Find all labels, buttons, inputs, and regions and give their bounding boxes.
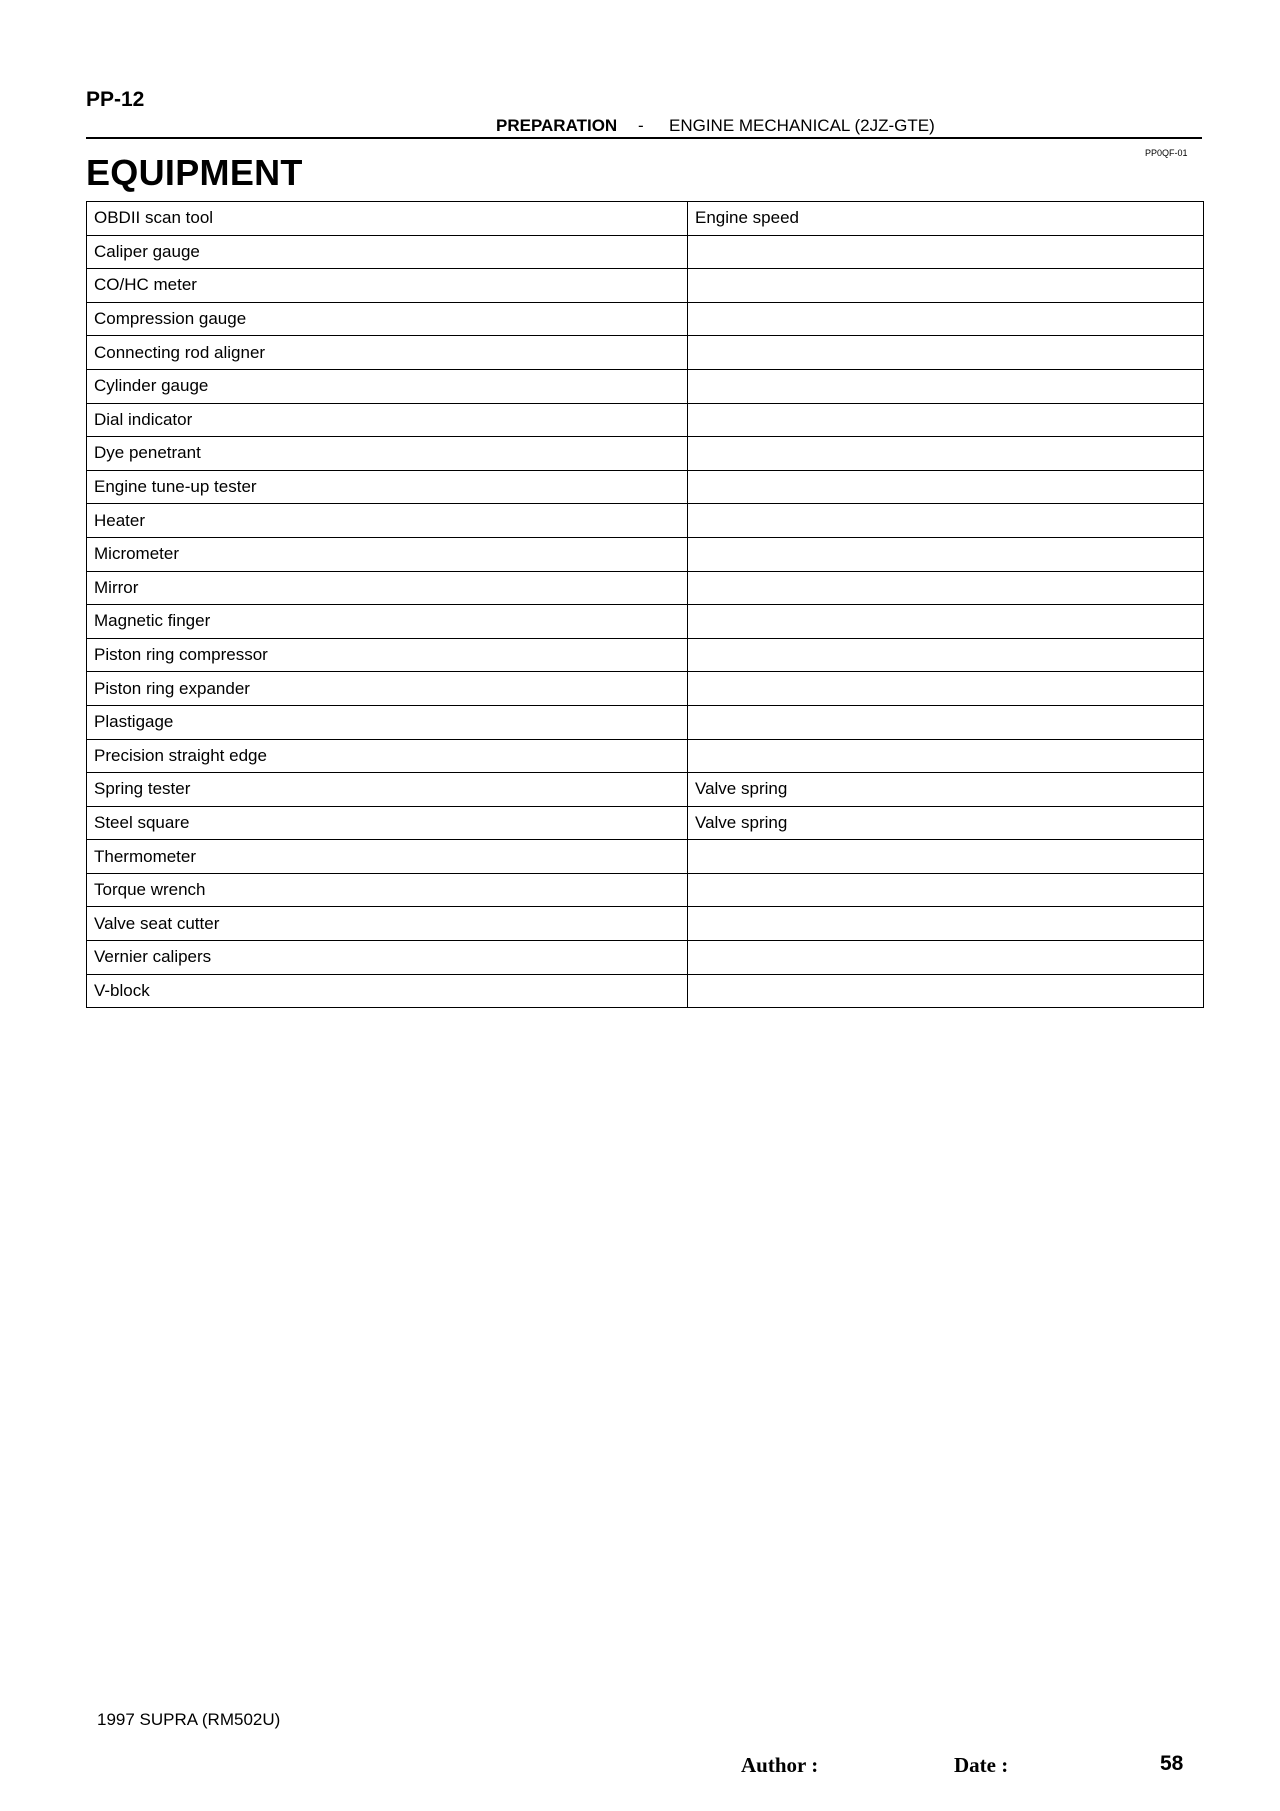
equipment-item: Mirror [87, 571, 688, 605]
page-label: PP-12 [86, 88, 145, 111]
equipment-item: Piston ring expander [87, 672, 688, 706]
equipment-item: Thermometer [87, 840, 688, 874]
table-row [87, 235, 1204, 269]
equipment-note: Valve spring [688, 806, 1204, 840]
table-row [87, 672, 1204, 706]
equipment-item: Spring tester [87, 773, 688, 807]
equipment-item: Torque wrench [87, 873, 688, 907]
equipment-note: Engine speed [688, 202, 1204, 236]
author-label: Author : [741, 1753, 819, 1777]
equipment-note [688, 537, 1204, 571]
subsection-name: ENGINE MECHANICAL (2JZ-GTE) [669, 116, 935, 135]
equipment-note [688, 470, 1204, 504]
equipment-note [688, 605, 1204, 639]
section-name: PREPARATION [496, 116, 618, 135]
table-row [87, 336, 1204, 370]
table-row [87, 605, 1204, 639]
page-title: EQUIPMENT [86, 152, 303, 193]
equipment-item: V-block [87, 974, 688, 1008]
header-separator: - [638, 116, 644, 135]
date-label: Date : [954, 1753, 1009, 1777]
equipment-item: Plastigage [87, 705, 688, 739]
table-row [87, 537, 1204, 571]
equipment-item: Caliper gauge [87, 235, 688, 269]
equipment-note [688, 235, 1204, 269]
equipment-note: Valve spring [688, 773, 1204, 807]
model-code: 1997 SUPRA (RM502U) [97, 1710, 281, 1729]
equipment-item: Dye penetrant [87, 437, 688, 471]
equipment-note [688, 369, 1204, 403]
table-row [87, 437, 1204, 471]
equipment-note [688, 571, 1204, 605]
header-rule [86, 137, 1202, 139]
equipment-note [688, 504, 1204, 538]
equipment-table [86, 201, 1204, 1008]
equipment-note [688, 739, 1204, 773]
page-number: 58 [1160, 1752, 1184, 1775]
equipment-note [688, 873, 1204, 907]
table-row [87, 806, 1204, 840]
equipment-item: Connecting rod aligner [87, 336, 688, 370]
equipment-note [688, 672, 1204, 706]
equipment-note [688, 638, 1204, 672]
equipment-item: Engine tune-up tester [87, 470, 688, 504]
equipment-note [688, 941, 1204, 975]
equipment-note [688, 437, 1204, 471]
table-row [87, 873, 1204, 907]
table-row [87, 403, 1204, 437]
equipment-item: Piston ring compressor [87, 638, 688, 672]
table-row [87, 739, 1204, 773]
table-row [87, 840, 1204, 874]
equipment-item: Heater [87, 504, 688, 538]
table-row [87, 974, 1204, 1008]
table-row [87, 202, 1204, 236]
equipment-item: CO/HC meter [87, 269, 688, 303]
table-row [87, 571, 1204, 605]
equipment-item: Dial indicator [87, 403, 688, 437]
equipment-item: OBDII scan tool [87, 202, 688, 236]
table-row [87, 907, 1204, 941]
table-row [87, 941, 1204, 975]
equipment-item: Micrometer [87, 537, 688, 571]
document-code: PP0QF-01 [1145, 148, 1188, 158]
equipment-note [688, 269, 1204, 303]
table-row [87, 269, 1204, 303]
equipment-note [688, 705, 1204, 739]
equipment-note [688, 403, 1204, 437]
equipment-table-body [87, 202, 1204, 1008]
equipment-note [688, 974, 1204, 1008]
table-row [87, 705, 1204, 739]
table-row [87, 369, 1204, 403]
equipment-item: Magnetic finger [87, 605, 688, 639]
table-row [87, 504, 1204, 538]
equipment-note [688, 336, 1204, 370]
equipment-item: Vernier calipers [87, 941, 688, 975]
equipment-item: Cylinder gauge [87, 369, 688, 403]
table-row [87, 638, 1204, 672]
equipment-note [688, 302, 1204, 336]
equipment-item: Precision straight edge [87, 739, 688, 773]
table-row [87, 470, 1204, 504]
equipment-item: Compression gauge [87, 302, 688, 336]
equipment-item: Valve seat cutter [87, 907, 688, 941]
table-row [87, 773, 1204, 807]
equipment-note [688, 907, 1204, 941]
table-row [87, 302, 1204, 336]
equipment-item: Steel square [87, 806, 688, 840]
equipment-note [688, 840, 1204, 874]
